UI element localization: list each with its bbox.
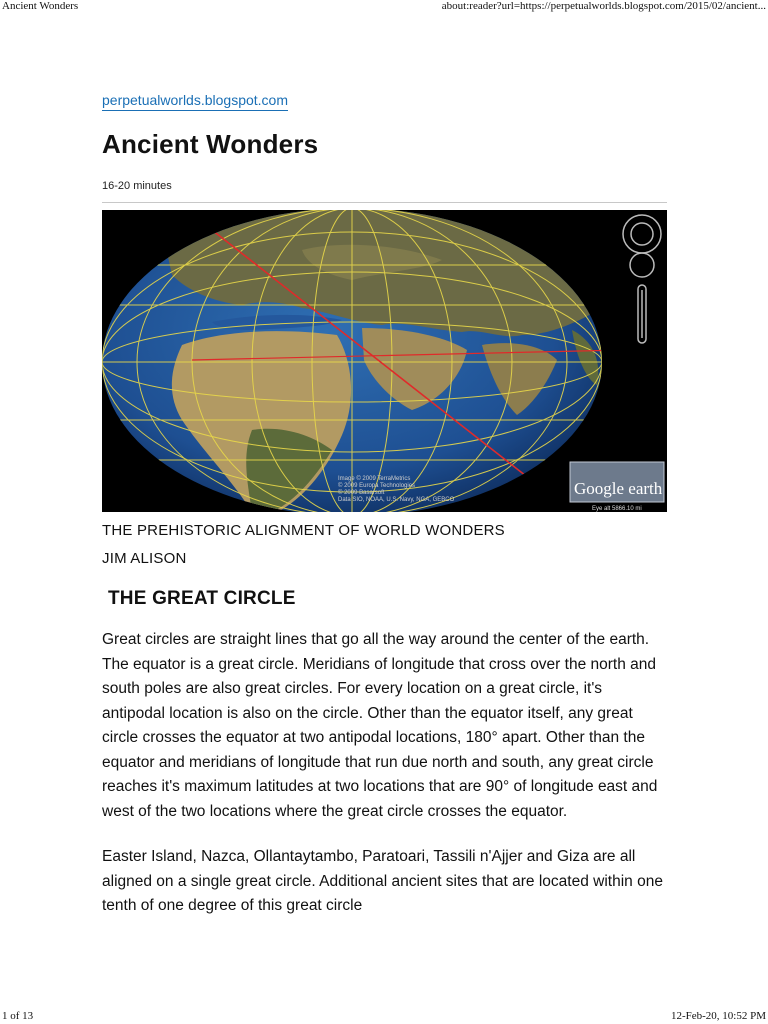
globe-image xyxy=(102,210,667,512)
print-datetime: 12-Feb-20, 10:52 PM xyxy=(670,1010,766,1022)
source-domain-link[interactable]: perpetualworlds.blogspot.com xyxy=(102,92,288,111)
image-credit-3: © 2009 Basarsoft xyxy=(338,490,385,496)
print-header-url: about:reader?url=https://perpetualworlds.blogspot.com/2015/02/ancient... xyxy=(441,0,766,12)
article-author: JIM ALISON xyxy=(102,550,187,567)
article-subheading: THE PREHISTORIC ALIGNMENT OF WORLD WONDERS xyxy=(102,522,505,539)
image-credit-1: Image © 2009 TerraMetrics xyxy=(338,476,411,482)
image-credit-4: Data SIO, NOAA, U.S. Navy, NGA, GEBCO xyxy=(338,497,455,503)
paragraph: Easter Island, Nazca, Ollantaytambo, Paratoari, Tassili n'Ajjer and Giza are all aligned on a single great circle. Additional ancient sites that are located within one tenth of one degree of this great circle xyxy=(102,848,663,914)
divider xyxy=(102,202,667,203)
section-heading: THE GREAT CIRCLE xyxy=(108,588,296,609)
reading-time: 16-20 minutes xyxy=(102,180,172,192)
print-header-title: Ancient Wonders xyxy=(2,0,79,12)
eye-altitude: Eye alt 5866.10 mi xyxy=(592,506,642,512)
page-number: 1 of 13 xyxy=(2,1010,34,1022)
print-footer xyxy=(0,1008,768,1024)
print-header xyxy=(0,0,768,14)
article-title: Ancient Wonders xyxy=(102,129,319,159)
image-credit-2: © 2009 Europa Technologies xyxy=(338,483,416,489)
reader-article xyxy=(102,92,667,919)
paragraph: Great circles are straight lines that go all the way around the center of the earth. The equator is a great circle. Meridians of longitude that cross over the north and south poles are also great circles. For every location on a great circle, it's antipodal location is also on the circle. Other than the equator itself, any great circle crosses the equator at two antipodal locations, 180° apart. Other than the equator and meridians of longitude that run due north and south, any great circle reaches it's maximum latitudes at two locations that are 90° of longitude east and west of the two locations where the great circle crosses the equator. xyxy=(102,631,658,820)
google-earth-watermark: Google earth xyxy=(574,479,663,498)
